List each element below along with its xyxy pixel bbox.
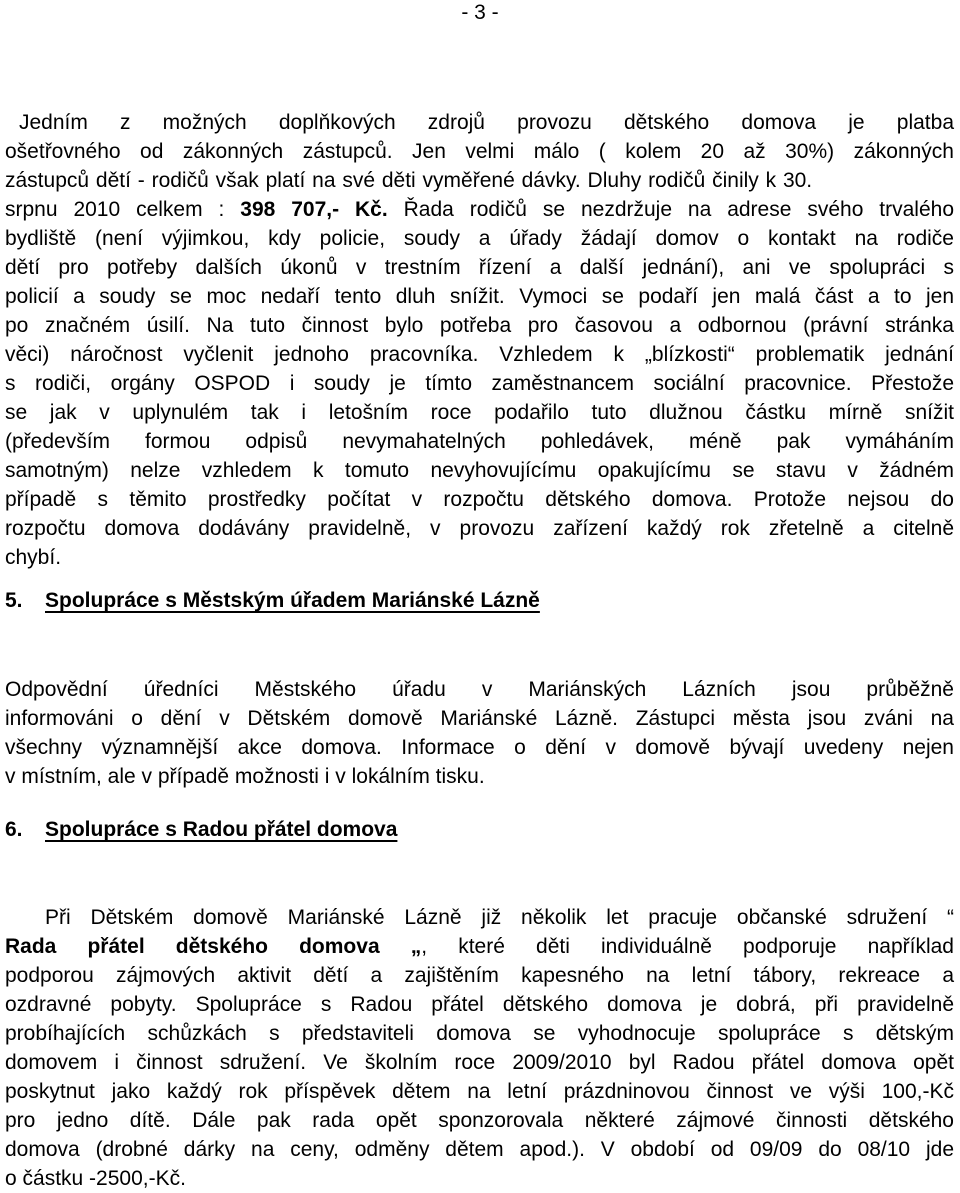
debt-amount: 398 707,- Kč.	[240, 198, 388, 221]
text-line: poskytnut jako každý rok příspěvek dětem na letní prázdninovou činnost ve výši 100,-Kč	[5, 1080, 954, 1103]
text-line: s rodiči, orgány OSPOD i soudy je tímto zaměstnancem sociální pracovnice. Přestože	[5, 372, 954, 395]
text-line: se jak v uplynulém tak i letošním roce podařilo tuto dlužnou částku mírně snížit	[5, 401, 954, 424]
text-line-with-amount	[5, 195, 954, 224]
text-line: dětí pro potřeby dalších úkonů v trestním řízení a další jednání), ani ve spolupráci s	[5, 256, 954, 279]
text-line: Jedním z možných doplňkových zdrojů provozu dětského domova je platba	[19, 111, 954, 134]
page-number: - 3 -	[461, 1, 499, 24]
section-title: Spolupráce s Radou přátel domova	[45, 818, 398, 841]
section-title: Spolupráce s Městským úřadem Mariánské Lázně	[45, 589, 540, 612]
section-heading-5	[5, 586, 540, 615]
text-line-with-association	[5, 932, 954, 961]
text-line: informováni o dění v Dětském domově Mariánské Lázně. Zástupci města jsou zváni na	[5, 707, 954, 730]
text-line: domova (drobné dárky na ceny, odměny dětem apod.). V období od 09/09 do 08/10 jde	[5, 1138, 954, 1161]
text-fragment: , které děti individuálně podporuje například	[421, 935, 954, 958]
text-line: o částku -2500,-Kč.	[5, 1167, 186, 1190]
text-line: případě s těmito prostředky počítat v rozpočtu dětského domova. Protože nejsou do	[5, 488, 954, 511]
paragraph-friends-association	[5, 903, 954, 1193]
text-line: bydliště (není výjimkou, kdy policie, soudy a úřady žádají domov o kontakt na rodiče	[5, 227, 954, 250]
text-line: věci) náročnost vyčlenit jednoho pracovníka. Vzhledem k „blízkosti“ problematik jednání	[5, 343, 954, 366]
text-line: pro jedno dítě. Dále pak rada opět sponzorovala některé zájmové činnosti dětského	[5, 1109, 954, 1132]
text-line: Odpovědní úředníci Městského úřadu v Mariánských Lázních jsou průběžně	[5, 678, 954, 701]
section-heading-6	[5, 815, 397, 844]
text-line: v místním, ale v případě možnosti i v lokálním tisku.	[5, 765, 485, 788]
text-fragment: Řada rodičů se nezdržuje na adrese svého trvalého	[387, 198, 954, 221]
text-line: podporou zájmových aktivit dětí a zajištěním kapesného na letní tábory, rekreace a	[5, 964, 954, 987]
text-line: chybí.	[5, 546, 62, 569]
text-line: zástupců dětí - rodičů však platí na své děti vyměřené dávky. Dluhy rodičů činily k 30.	[5, 169, 813, 192]
text-fragment: srpnu 2010 celkem :	[5, 198, 241, 221]
text-line: samotným) nelze vzhledem k tomuto nevyhovujícímu opakujícímu se stavu v žádném	[5, 459, 954, 482]
text-line: Při Dětském domově Mariánské Lázně již několik let pracuje občanské sdružení “	[45, 906, 954, 929]
paragraph-debts	[5, 108, 954, 572]
text-line: všechny významnější akce domova. Informace o dění v domově bývají uvedeny nejen	[5, 736, 954, 759]
paragraph-town-office	[5, 675, 954, 791]
text-line: ošetřovného od zákonných zástupců. Jen velmi málo ( kolem 20 až 30%) zákonných	[5, 140, 954, 163]
text-line: policií a soudy se moc nedaří tento dluh snížit. Vymoci se podaří jen malá část a to jen	[5, 285, 954, 308]
text-line: ozdravné pobyty. Spolupráce s Radou přátel dětského domova je dobrá, při pravidelně	[5, 993, 954, 1016]
section-number: 5.	[5, 589, 23, 612]
text-line: po značném úsilí. Na tuto činnost bylo potřeba pro časovou a odbornou (právní stránka	[5, 314, 954, 337]
text-line: rozpočtu domova dodávány pravidelně, v provozu zařízení každý rok zřetelně a citelně	[5, 517, 954, 540]
text-line: domovem i činnost sdružení. Ve školním roce 2009/2010 byl Radou přátel domova opět	[5, 1051, 954, 1074]
text-line: probíhajících schůzkách s představiteli domova se vyhodnocuje spolupráce s dětským	[5, 1022, 954, 1045]
association-name: Rada přátel dětského domova „	[5, 935, 422, 958]
text-line: (především formou odpisů nevymahatelných pohledávek, méně pak vymáháním	[5, 430, 954, 453]
section-number: 6.	[5, 818, 23, 841]
